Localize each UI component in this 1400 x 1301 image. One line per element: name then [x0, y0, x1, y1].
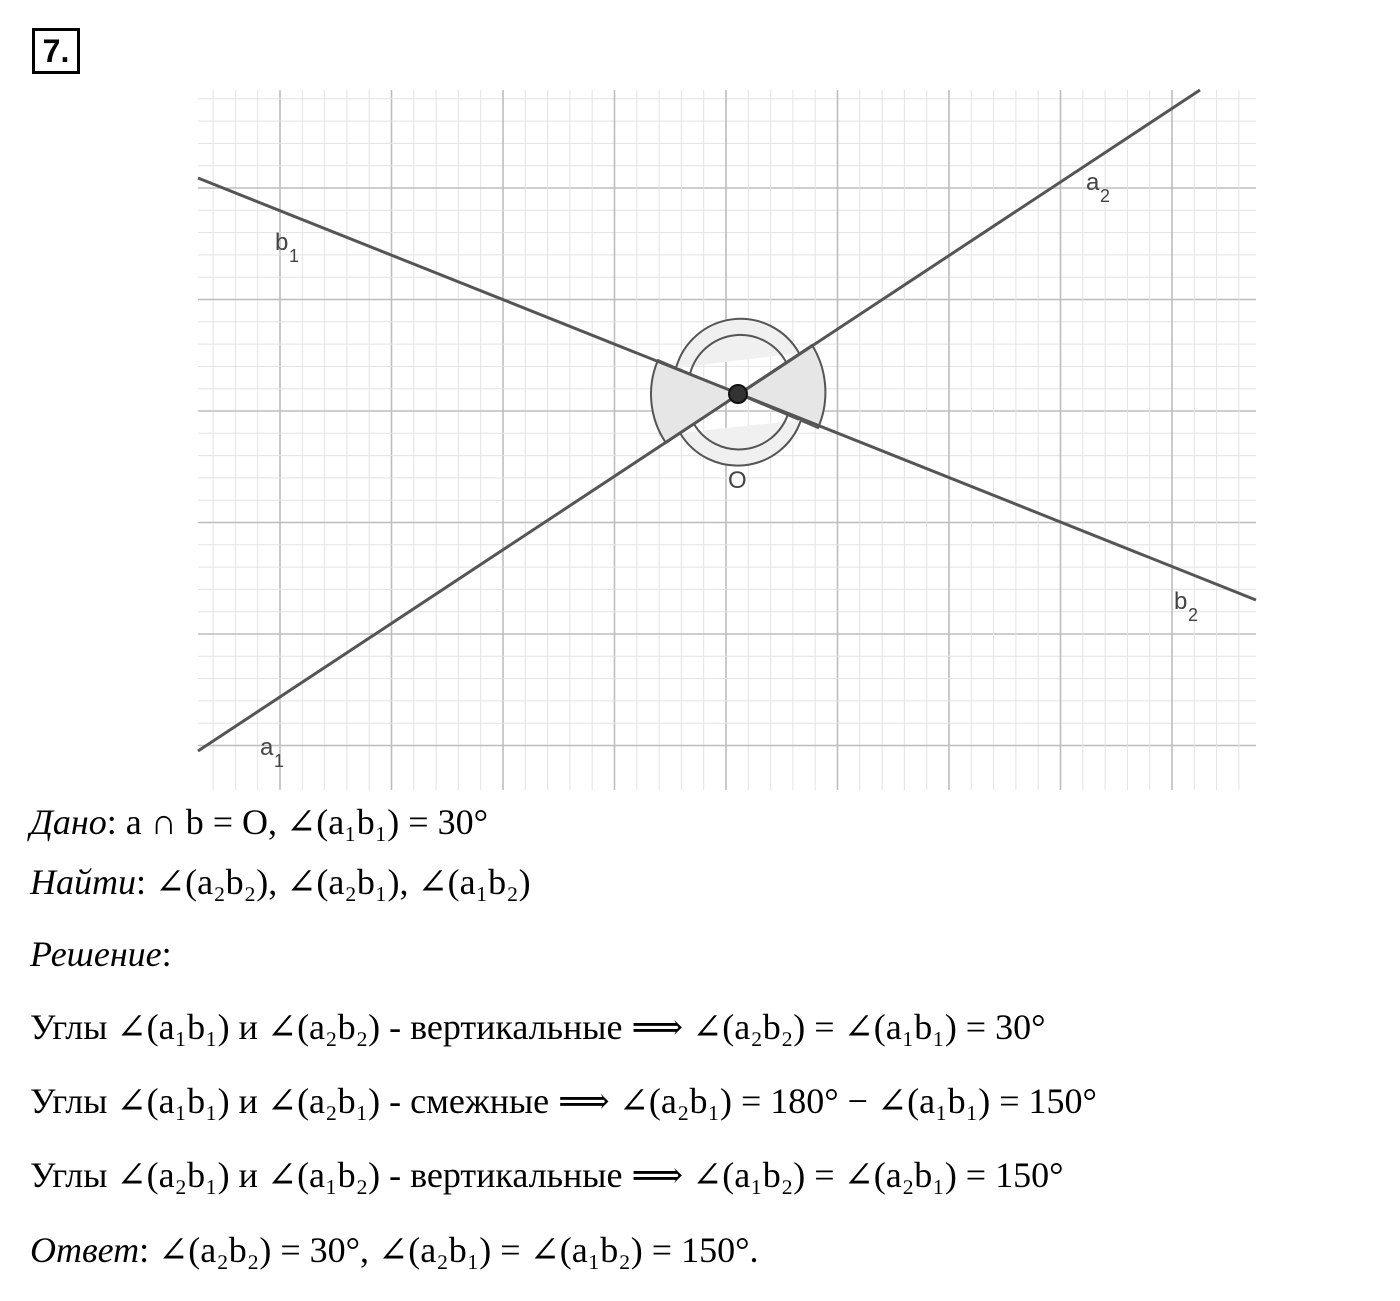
label-a1: a	[260, 734, 274, 761]
given-label: Дано	[30, 802, 107, 842]
solution-label: Решение	[30, 934, 162, 974]
solution-step-1: Углы ∠(a₁b₁) и ∠(a₂b₂) - вертикальные ⟹ ∠(a₂b₂) = ∠(a₁b₁) = 30°	[30, 1007, 1046, 1047]
given-expr: : a ∩ b = O, ∠(a₁b₁) = 30°	[106, 802, 488, 842]
answer-label: Ответ	[30, 1230, 140, 1270]
solution-heading	[30, 932, 172, 976]
label-a2-sub: 2	[1100, 186, 1111, 206]
label-b2-sub: 2	[1188, 605, 1199, 625]
label-a1-sub: 1	[274, 751, 285, 771]
line-a	[198, 90, 1200, 751]
answer-expr: : ∠(a₂b₂) = 30°, ∠(a₂b₁) = ∠(a₁b₂) = 150°.	[139, 1230, 759, 1270]
find-label: Найти	[30, 862, 136, 902]
solution-step-2: Углы ∠(a₁b₁) и ∠(a₂b₁) - смежные ⟹ ∠(a₂b₁) = 180° − ∠(a₁b₁) = 150°	[30, 1081, 1097, 1121]
label-O: O	[728, 467, 747, 494]
find-expr: : ∠(a₂b₂), ∠(a₂b₁), ∠(a₁b₂)	[136, 862, 531, 902]
label-a2: a	[1086, 169, 1100, 196]
label-b1: b	[275, 229, 289, 256]
label-b1-sub: 1	[289, 246, 300, 266]
solution-suffix: :	[161, 934, 172, 974]
label-b2: b	[1174, 588, 1188, 615]
task-number: 7.	[32, 28, 80, 74]
answer-line	[30, 1228, 759, 1272]
solution-step-3: Углы ∠(a₂b₁) и ∠(a₁b₂) - вертикальные ⟹ ∠(a₁b₂) = ∠(a₂b₁) = 150°	[30, 1155, 1064, 1195]
find-line	[30, 860, 531, 904]
given-line	[30, 800, 488, 844]
point-O	[729, 385, 747, 403]
